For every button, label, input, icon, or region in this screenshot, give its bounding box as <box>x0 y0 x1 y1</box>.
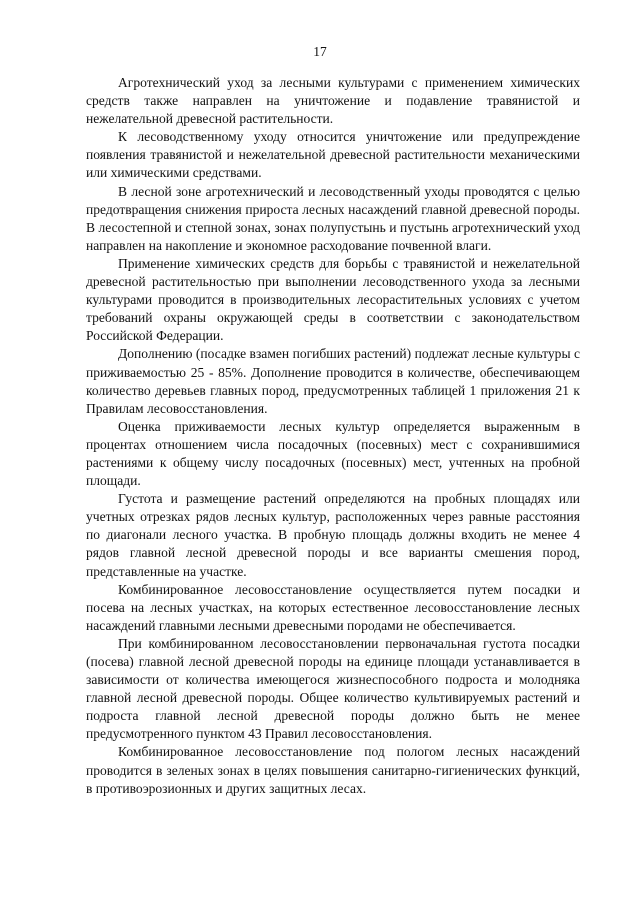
page-number: 17 <box>313 44 327 59</box>
paragraph-4: Применение химических средств для борьбы с травянистой и нежелательной древесной растительностью при выполнении лесоводственного ухода за лесными культурами проводится в производительных лесорастительных условиях с учетом требований охраны окружающей среды в соответствии с законодательством Российской Федерации. <box>86 255 580 344</box>
paragraph-9: При комбинированном лесовосстановлении первоначальная густота посадки (посева) главной лесной древесной породы на единице площади устанавливается в зависимости от количества имеющегося жизнеспособного подроста и молодняка главной лесной древесной породы. Общее количество культивируемых растений и подроста главной лесной древесной породы должно быть не менее предусмотренного пунктом 43 Правил лесовосстановления. <box>86 635 580 742</box>
paragraph-1: Агротехнический уход за лесными культурами с применением химических средств также направлен на уничтожение и подавление травянистой и нежелательной древесной растительности. <box>86 75 580 127</box>
paragraph-5: Дополнению (посадке взамен погибших растений) подлежат лесные культуры с приживаемостью 25 - 85%. Дополнение проводится в количестве, обеспечивающем количество деревьев главных пород, предусмотренных таблицей 1 приложения 21 к Правилам лесовосстановления. <box>86 346 580 416</box>
paragraph-8: Комбинированное лесовосстановление осуществляется путем посадки и посева на лесных участках, на которых естественное лесовосстановление лесных насаждений главными лесными древесными породами не обеспечивается. <box>86 581 580 633</box>
paragraph-7: Густота и размещение растений определяются на пробных площадях или учетных отрезках рядов лесных культур, расположенных через равные расстояния по диагонали лесного участка. В пробную площадь должны входить не менее 4 рядов главной лесной древесной породы и все варианты смешения пород, представленные на участке. <box>86 491 580 579</box>
paragraph-2: К лесоводственному уходу относится уничтожение или предупреждение появления травянистой и нежелательной древесной растительности механическими или химическими средствами. <box>86 129 580 181</box>
paragraph-6: Оценка приживаемости лесных культур определяется выраженным в процентах отношением числа посадочных (посевных) мест с сохранившимися растениями к общему числу посадочных (посевных) мест, учтенных на пробной площади. <box>86 418 580 489</box>
body-text <box>86 74 580 798</box>
paragraph-3: В лесной зоне агротехнический и лесоводственный уходы проводятся с целью предотвращения снижения прироста лесных насаждений главной древесной породы. В лесостепной и степной зонах, зонах полупустынь и пустынь агротехнический уход направлен на накопление и экономное расходование почвенной влаги. <box>86 183 580 253</box>
paragraph-10: Комбинированное лесовосстановление под пологом лесных насаждений проводится в зеленых зонах в целях повышения санитарно-гигиенических функций, в противоэрозионных и других защитных лесах. <box>86 744 580 796</box>
